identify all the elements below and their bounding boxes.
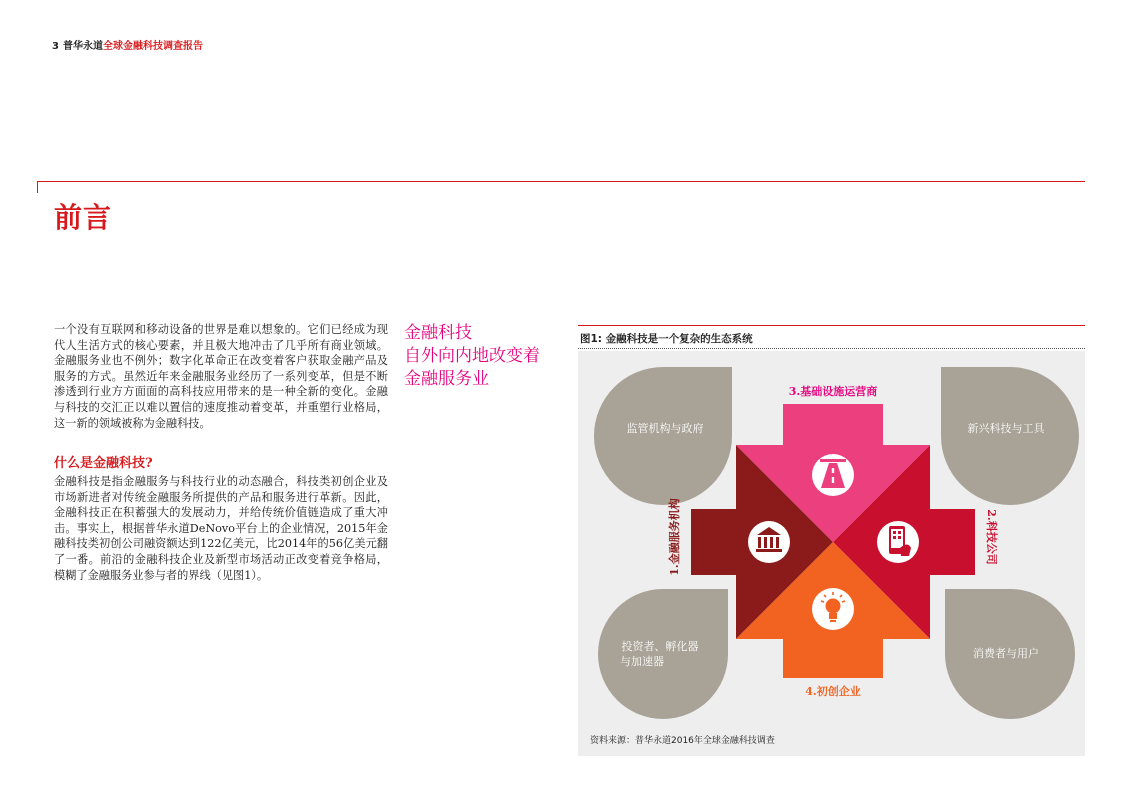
subheading: 什么是金融科技? [54, 456, 153, 471]
arm-label-bottom: 4.初创企业 [805, 685, 861, 698]
corner-shape-top-right [941, 367, 1079, 505]
mobile-phone-icon [877, 521, 919, 563]
pull-quote [404, 322, 574, 391]
corner-label-bottom-left-1: 投资者、孵化器 [621, 640, 699, 653]
arm-label-top: 3.基础设施运营商 [788, 385, 878, 398]
corner-label-top-right: 新兴科技与工具 [967, 422, 1045, 435]
intro-paragraph [54, 322, 388, 431]
page-title: 前言 [54, 201, 113, 234]
corner-label-bottom-right: 消费者与用户 [973, 647, 1039, 660]
header-brand: 普华永道 [62, 41, 103, 52]
arm-label-right: 2.科技公司 [985, 509, 998, 565]
figure-title: 图1: 金融科技是一个复杂的生态系统 [580, 333, 753, 345]
figure-source: 资料来源：普华永道2016年全球金融科技调查 [590, 736, 775, 746]
pull-quote-line-1: 金融科技 [404, 323, 472, 343]
corner-shape-bottom-left [598, 589, 728, 719]
pull-quote-line-3: 金融服务业 [404, 369, 489, 389]
ecosystem-diagram [578, 351, 1085, 756]
section-rule-tick [37, 181, 38, 193]
header-report-title: 全球金融科技调查报告 [102, 41, 203, 52]
figure-rule [578, 325, 1085, 326]
intro-paragraph-text: 一个没有互联网和移动设备的世界是难以想象的。它们已经成为现代人生活方式的核心要素，并且极大地冲击了几乎所有商业领域。金融服务业也不例外；数字化革命正在改变着客户获取金融产品及服务的方式。虽然近年来金融服务业经历了一系列变革，但是不断渗透到行业方方面面的高科技应用带来的是一种全新的变化。金融与科技的交汇正以难以置信的速度推动着变革，并重塑行业格局，这一新的领域被称为金融科技。 [54, 323, 388, 430]
corner-label-top-left: 监管机构与政府 [626, 422, 704, 435]
page-number: 3 [52, 41, 59, 52]
bank-icon [748, 521, 790, 563]
definition-paragraph-text: 金融科技是指金融服务与科技行业的动态融合，科技类初创企业及市场新进者对传统金融服务所提供的产品和服务进行革新。因此，金融科技正在积蓄强大的发展动力，并给传统价值链造成了重大冲击。事实上，根据普华永道DeNovo平台上的企业情况，2015年金融科技类初创公司融资额达到122亿美元，比2014年的56亿美元翻了一番。前沿的金融科技企业及新型市场活动正改变着竞争格局，模糊了金融服务业参与者的界线（见图1）。 [54, 475, 388, 582]
lightbulb-icon [812, 588, 854, 630]
figure-dotted-rule [578, 348, 1085, 349]
corner-shape-top-left [594, 367, 732, 505]
definition-paragraph [54, 474, 388, 583]
road-icon [812, 454, 854, 496]
running-header [52, 37, 203, 52]
pull-quote-line-2: 自外向内地改变着 [404, 346, 540, 366]
corner-label-bottom-left-2: 与加速器 [620, 655, 664, 668]
arm-label-left: 1.金融服务机构 [668, 498, 681, 576]
section-rule [37, 181, 1085, 182]
